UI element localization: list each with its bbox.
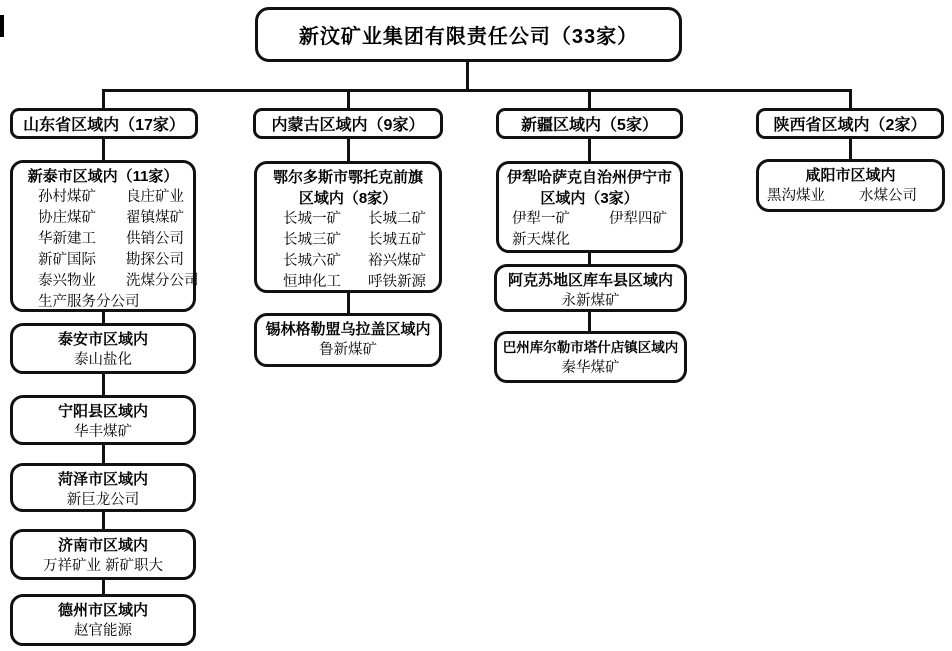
connector-shandong-1 [102,138,105,161]
company-item: 华新建工 [38,231,96,247]
connector-shandong-5 [102,510,105,530]
company-item: 新矿国际 [38,252,96,268]
company-item: 翟镇煤矿 [126,210,184,226]
company-item: 泰山盐化 [74,352,132,368]
node-heze-title: 菏泽市区域内 [57,471,148,488]
node-yili-title-line2: 区域内（3家） [540,190,639,207]
connector-root-stub [466,62,469,90]
region-header-neimenggu: 内蒙古区域内（9家） [253,108,443,139]
node-bazhou [494,331,687,383]
company-item: 永新煤矿 [561,293,620,309]
node-xintai-companies [13,187,199,292]
company-item: 协庄煤矿 [38,210,96,226]
company-item: 华丰煤矿 [74,424,132,440]
company-item: 黑沟煤业 [767,188,825,204]
node-yili [496,161,683,253]
region-header-shaanxi: 陕西省区域内（2家） [756,108,944,139]
company-item: 勘探公司 [126,252,184,268]
node-dezhou-title: 德州市区域内 [57,602,148,619]
node-xianyang-companies [759,186,942,207]
node-jinan-title: 济南市区域内 [57,537,148,554]
company-item: 秦华煤矿 [561,360,620,376]
node-eerduosi [254,161,442,293]
connector-shandong-6 [102,578,105,595]
node-xintai-title: 新泰市区域内（11家） [27,168,179,185]
connector-root-horizontal [103,89,852,92]
connector-shaanxi-1 [849,138,852,160]
node-xintai [10,160,199,312]
company-item: 恒坤化工 [283,274,341,290]
node-xianyang-title: 咸阳市区域内 [805,167,896,184]
connector-xinjiang-3 [588,310,591,332]
connector-shandong-4 [102,444,105,464]
node-dezhou [10,594,196,646]
company-item: 长城二矿 [368,211,426,227]
company-item: 裕兴煤矿 [368,253,426,269]
connector-drop-xinjiang [588,89,591,108]
node-xianyang [756,159,945,212]
connector-drop-shaanxi [849,89,852,108]
node-ningyang-title: 宁阳县区域内 [57,403,148,420]
company-item: 良庄矿业 [126,189,184,205]
company-item [609,230,680,251]
node-heze [10,463,196,512]
company-item: 供销公司 [126,231,184,247]
connector-xinjiang-1 [588,138,591,162]
node-ningyang [10,395,196,445]
company-item: 长城六矿 [283,253,341,269]
node-taian [10,323,196,374]
company-item: 长城一矿 [283,211,341,227]
company-item: 鲁新煤矿 [319,342,377,358]
company-item: 泰兴物业 [38,273,96,289]
connector-neimenggu-1 [347,138,350,162]
node-bazhou-title: 巴州库尔勒市塔什店镇区域内 [502,340,679,355]
node-akesu-title: 阿克苏地区库车县区域内 [507,272,673,289]
company-item: 新天煤化 [512,232,570,248]
region-header-xinjiang: 新疆区域内（5家） [496,108,683,139]
root-node [255,7,682,62]
node-eerduosi-title-line2: 区域内（8家） [298,190,398,207]
root-title: 新汶矿业集团有限责任公司（33家） [298,26,639,48]
company-item: 呼铁新源 [368,274,426,290]
node-jinan [10,529,196,580]
connector-drop-shandong [102,89,105,108]
company-item: 万祥矿业 新矿职大 [42,558,164,574]
node-yili-companies [499,209,680,251]
company-item: 水煤公司 [859,188,917,204]
company-item: 长城三矿 [283,232,341,248]
region-header-shandong: 山东省区域内（17家） [10,108,198,139]
node-xilinguole-title: 锡林格勒盟乌拉盖区域内 [265,321,431,338]
company-item: 生产服务分公司 [38,294,140,310]
connector-drop-neimenggu [347,89,350,108]
node-akesu [494,264,687,312]
connector-shandong-3 [102,372,105,396]
company-item: 伊犁四矿 [609,211,667,227]
company-item: 赵官能源 [74,623,132,639]
scan-artifact-mark [0,15,4,37]
node-taian-title: 泰安市区域内 [57,331,148,348]
node-yili-title-line1: 伊犁哈萨克自治州伊宁市 [506,169,672,186]
company-item: 伊犁一矿 [512,211,570,227]
company-item: 洗煤分公司 [126,273,199,289]
company-item: 新巨龙公司 [66,492,140,508]
company-item: 孙村煤矿 [38,189,96,205]
connector-xinjiang-2 [588,251,591,265]
node-eerduosi-companies [257,209,439,293]
node-xilinguole [254,313,442,367]
company-item: 长城五矿 [368,232,426,248]
node-eerduosi-title-line1: 鄂尔多斯市鄂托克前旗 [272,169,423,186]
connector-neimenggu-2 [347,291,350,314]
